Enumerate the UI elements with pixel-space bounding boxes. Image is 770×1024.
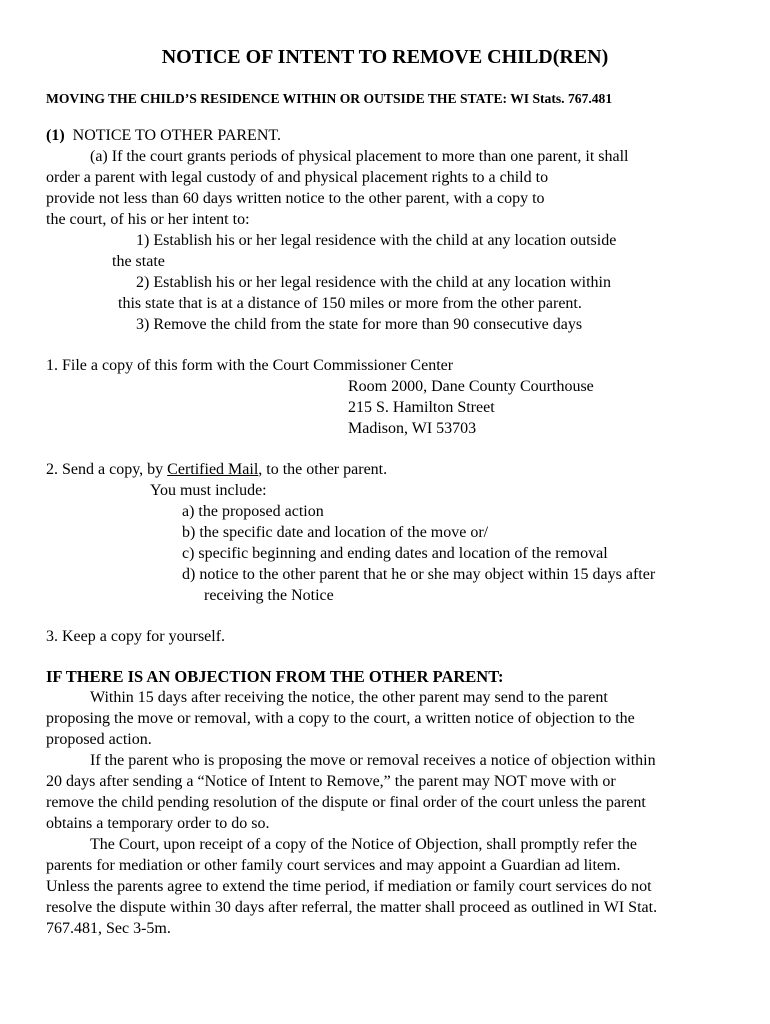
page-subtitle: MOVING THE CHILD’S RESIDENCE WITHIN OR OUTSIDE THE STATE: WI Stats. 767.481 — [46, 91, 613, 106]
step2-text — [46, 460, 387, 480]
address-line: Room 2000, Dane County Courthouse — [348, 378, 594, 395]
section1-item-1-cont: the state — [112, 253, 165, 270]
section1-item-3: 3) Remove the child from the state for more than 90 consecutive days — [136, 316, 583, 333]
include-item-d-cont: receiving the Notice — [204, 587, 334, 604]
section1-heading — [46, 126, 281, 146]
address-line: 215 S. Hamilton Street — [348, 399, 495, 416]
section1-para-line: the court, of his or her intent to: — [46, 211, 250, 228]
objection-line: proposing the move or removal, with a copy to the court, a written notice of objection to the — [46, 710, 635, 727]
objection-line: parents for mediation or other family court services and may appoint a Guardian ad litem. — [46, 857, 621, 874]
section1-title: NOTICE TO OTHER PARENT. — [72, 127, 281, 144]
objection-line: Unless the parents agree to extend the time period, if mediation or family court services do not — [46, 878, 652, 895]
include-item-c: c) specific beginning and ending dates and location of the removal — [182, 545, 608, 562]
include-item-a: a) the proposed action — [182, 503, 324, 520]
objection-line: Within 15 days after receiving the notice, the other parent may send to the parent — [90, 689, 608, 706]
objection-line: proposed action. — [46, 731, 152, 748]
section1-para-line: (a) If the court grants periods of physical placement to more than one parent, it shall — [90, 148, 629, 165]
include-item-b: b) the specific date and location of the move or/ — [182, 524, 489, 541]
section1-number: (1) — [46, 127, 65, 144]
address-line: Madison, WI 53703 — [348, 420, 477, 437]
section1-item-2-cont: this state that is at a distance of 150 miles or more from the other parent. — [118, 295, 582, 312]
step2-suffix: , to the other parent. — [258, 461, 388, 478]
section1-para-line: provide not less than 60 days written notice to the other parent, with a copy to — [46, 190, 545, 207]
objection-line: 20 days after sending a “Notice of Intent to Remove,” the parent may NOT move with or — [46, 773, 616, 790]
objection-line: If the parent who is proposing the move or removal receives a notice of objection within — [90, 752, 656, 769]
section1-item-2: 2) Establish his or her legal residence with the child at any location within — [136, 274, 611, 291]
section1-item-1: 1) Establish his or her legal residence with the child at any location outside — [136, 232, 617, 249]
step2-prefix: 2. Send a copy, by — [46, 461, 168, 478]
objection-line: remove the child pending resolution of the dispute or final order of the court unless the parent — [46, 794, 646, 811]
must-include-label: You must include: — [150, 482, 267, 499]
step1-text: 1. File a copy of this form with the Court Commissioner Center — [46, 357, 454, 374]
section1-para-line: order a parent with legal custody of and physical placement rights to a child to — [46, 169, 549, 186]
objection-line: The Court, upon receipt of a copy of the Notice of Objection, shall promptly refer the — [90, 836, 637, 853]
page-title: NOTICE OF INTENT TO REMOVE CHILD(REN) — [161, 46, 609, 68]
step3-text: 3. Keep a copy for yourself. — [46, 628, 226, 645]
objection-heading: IF THERE IS AN OBJECTION FROM THE OTHER PARENT: — [46, 667, 504, 686]
objection-line: 767.481, Sec 3-5m. — [46, 920, 171, 937]
include-item-d: d) notice to the other parent that he or she may object within 15 days after — [182, 566, 656, 583]
objection-line: obtains a temporary order to do so. — [46, 815, 270, 832]
objection-line: resolve the dispute within 30 days after referral, the matter shall proceed as outlined in WI Stat. — [46, 899, 658, 916]
certified-mail-text: Certified Mail — [167, 461, 259, 478]
